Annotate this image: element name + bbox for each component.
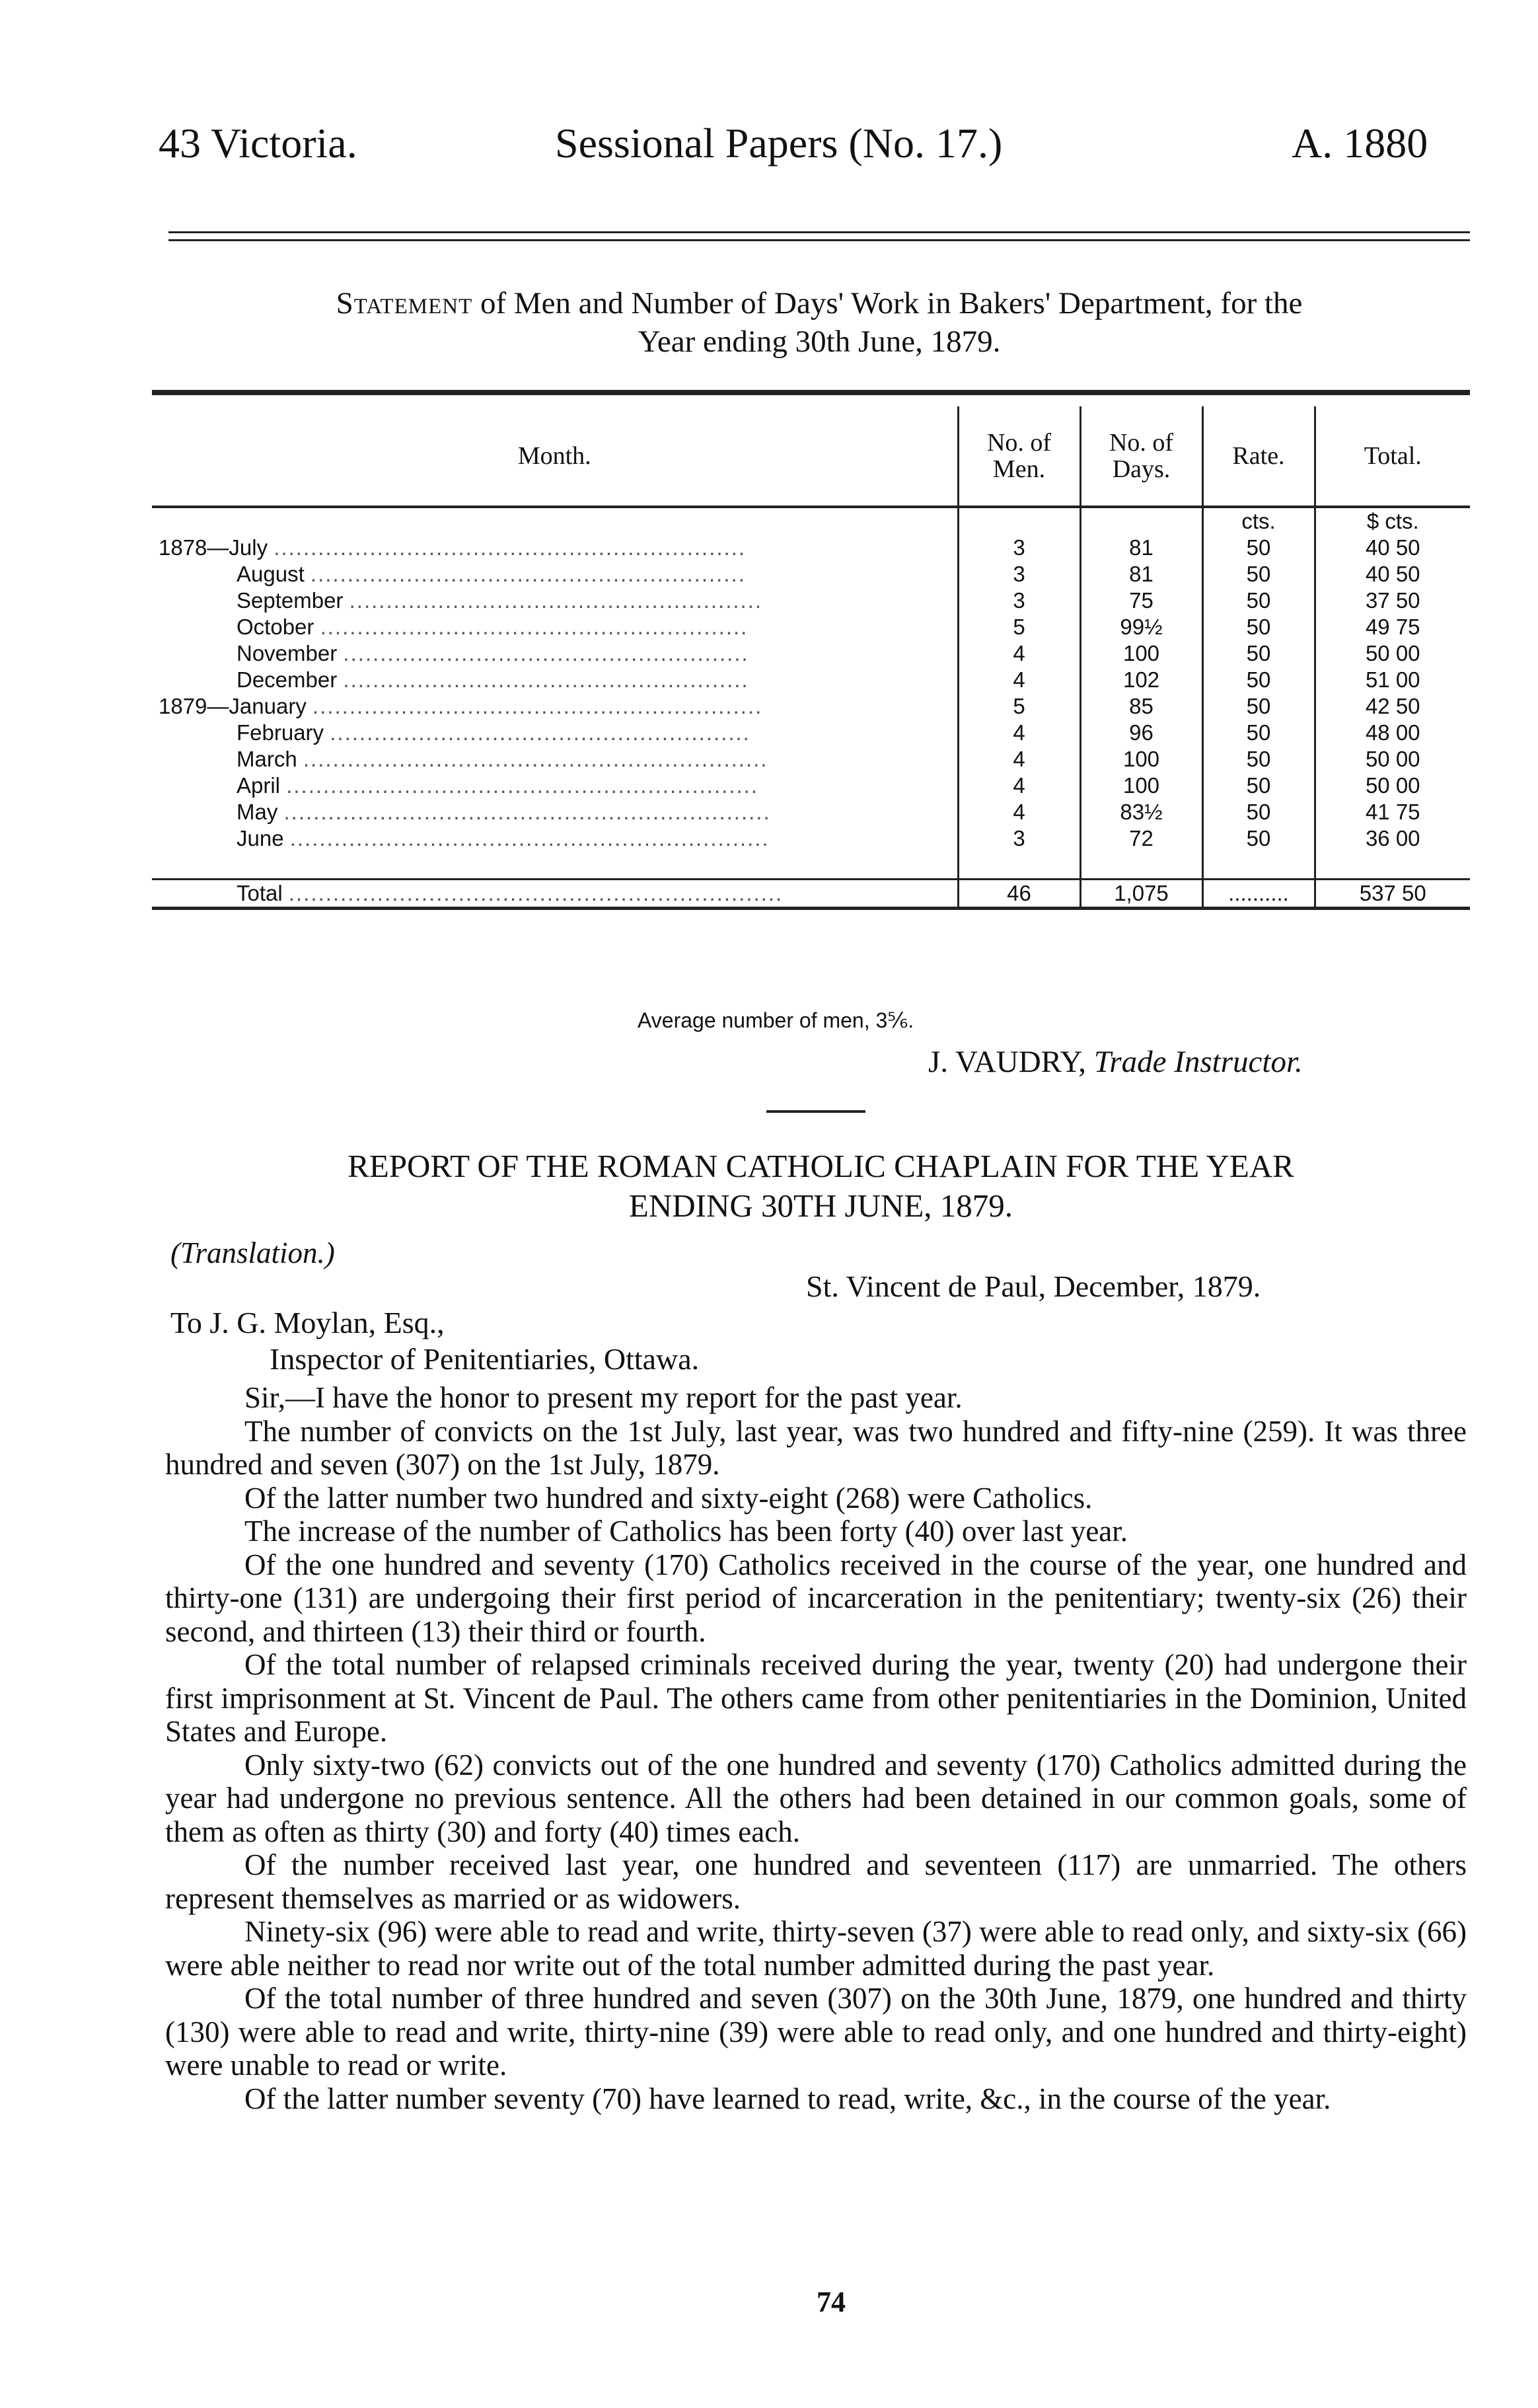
running-header (0, 119, 1538, 178)
row-days: 83½ (1080, 799, 1202, 825)
row-days: 85 (1080, 693, 1202, 720)
table-row (152, 746, 1470, 772)
row-total: 41 75 (1315, 799, 1470, 825)
row-rate: 50 (1202, 535, 1315, 561)
paragraph: The increase of the number of Catholics has been forty (40) over last year. (244, 1515, 1128, 1548)
row-days: 102 (1080, 667, 1202, 693)
row-total: 48 00 (1315, 720, 1470, 746)
row-month: February (237, 720, 324, 745)
row-men: 3 (958, 587, 1080, 614)
row-total: 36 00 (1315, 825, 1470, 852)
paragraph: Of the total number of three hundred and seven (307) on the 30th June, 1879, one hundred and thirty (130) were able to read and write, thirty-nine (39) were able to read only, and one hundred and thirty-eight) were unable to read or write. (165, 1982, 1467, 2082)
row-days: 100 (1080, 746, 1202, 772)
signature-name: J. VAUDRY, (928, 1045, 1087, 1079)
table-row (152, 693, 1470, 720)
total-rate: .......... (1202, 880, 1315, 909)
leader-dots: ........................................................ (349, 588, 763, 613)
row-men: 3 (958, 825, 1080, 852)
table-row (152, 587, 1470, 614)
row-total: 40 50 (1315, 561, 1470, 587)
row-month: January (229, 694, 307, 718)
table-row (152, 614, 1470, 640)
leader-dots: ........................................................... (310, 562, 746, 586)
row-rate: 50 (1202, 614, 1315, 640)
table-row (152, 825, 1470, 852)
row-men: 5 (958, 614, 1080, 640)
leader-dots: ................................................................... (288, 881, 784, 905)
row-month: June (237, 826, 284, 850)
page-number: 74 (817, 2286, 846, 2318)
leader-dots: ......................................................... (330, 720, 751, 745)
report-body (165, 1381, 1467, 2115)
row-total: 50 00 (1315, 746, 1470, 772)
statement-lead: Statement (336, 286, 473, 320)
addressee: To J. G. Moylan, Esq., (170, 1306, 445, 1339)
statement-line2: Year ending 30th June, 1879. (638, 324, 1001, 359)
row-days: 100 (1080, 772, 1202, 799)
row-total: 37 50 (1315, 587, 1470, 614)
paragraph: Of the latter number two hundred and sixty-eight (268) were Catholics. (244, 1481, 1093, 1515)
paragraph: The number of convicts on the 1st July, last year, was two hundred and fifty-nine (259). It was three hundred and seven (307) on the 1st July, 1879. (165, 1414, 1467, 1481)
leader-dots: .................................................................. (283, 800, 771, 824)
leader-dots: ................................................................ (274, 535, 747, 560)
paragraph: Of the one hundred and seventy (170) Catholics received in the course of the year, one hundred and thirty-one (131) are undergoing their first period of incarceration in the penitentiary; twenty-six (26) their second, and thirteen (13) their third or fourth. (165, 1548, 1467, 1648)
average-note: Average number of men, 3⅚. (638, 1008, 914, 1032)
row-total: 51 00 (1315, 667, 1470, 693)
row-men: 5 (958, 693, 1080, 720)
row-days: 72 (1080, 825, 1202, 852)
row-men: 4 (958, 772, 1080, 799)
total-days: 1,075 (1080, 880, 1202, 909)
header-title: Sessional Papers (No. 17.) (555, 120, 1003, 167)
place-date: St. Vincent de Paul, December, 1879. (806, 1269, 1261, 1303)
row-days: 75 (1080, 587, 1202, 614)
row-year: 1878— (159, 535, 229, 560)
table-header-row (152, 406, 1470, 507)
paragraph: Sir,—I have the honor to present my report for the past year. (244, 1381, 963, 1414)
leader-dots: .......................................................... (320, 615, 749, 639)
row-rate: 50 (1202, 667, 1315, 693)
report-title-line1: REPORT OF THE ROMAN CATHOLIC CHAPLAIN FOR THE YEAR (348, 1148, 1294, 1184)
leader-dots: ............................................................. (312, 694, 763, 718)
row-men: 4 (958, 799, 1080, 825)
row-men: 4 (958, 746, 1080, 772)
header-total: Total. (1315, 406, 1470, 507)
leader-dots: ................................................................ (286, 773, 758, 798)
row-men: 4 (958, 640, 1080, 667)
table-row (152, 535, 1470, 561)
row-month: September (237, 588, 344, 613)
translation-note: (Translation.) (170, 1236, 335, 1269)
header-volume: 43 Victoria. (159, 120, 357, 167)
header-men: No. of Men. (958, 406, 1080, 507)
row-month: May (237, 800, 278, 824)
row-month: March (237, 747, 297, 771)
row-days: 81 (1080, 535, 1202, 561)
row-men: 3 (958, 561, 1080, 587)
signature (928, 1044, 1303, 1080)
total-men: 46 (958, 880, 1080, 909)
paragraph: Only sixty-two (62) convicts out of the one hundred and seventy (170) Catholics admitted during the year had undergone no previous sentence. All the others had been detained in our common goals, some of them as often as thirty (30) and forty (40) times each. (165, 1748, 1467, 1848)
unit-rate: cts. (1202, 507, 1315, 535)
row-men: 3 (958, 535, 1080, 561)
paragraph: Of the number received last year, one hundred and seventeen (117) are unmarried. The others represent themselves as married or as widowers. (165, 1848, 1467, 1915)
row-month: July (229, 535, 268, 560)
row-month: October (237, 615, 314, 639)
leader-dots: ............................................................... (303, 747, 768, 771)
header-rate: Rate. (1202, 406, 1315, 507)
header-month: Month. (152, 406, 958, 507)
row-total: 49 75 (1315, 614, 1470, 640)
paragraph: Ninety-six (96) were able to read and write, thirty-seven (37) were able to read only, and sixty-six (66) were able neither to read nor write out of the total number admitted during the past year. (165, 1915, 1467, 1982)
row-total: 42 50 (1315, 693, 1470, 720)
leader-dots: ....................................................... (343, 641, 749, 665)
table-row (152, 667, 1470, 693)
row-men: 4 (958, 720, 1080, 746)
table-row (152, 799, 1470, 825)
addressee-title: Inspector of Penitentiaries, Ottawa. (270, 1342, 700, 1376)
signature-title: Trade Instructor. (1093, 1045, 1303, 1079)
row-rate: 50 (1202, 746, 1315, 772)
row-days: 99½ (1080, 614, 1202, 640)
row-month: August (237, 562, 305, 586)
total-label: Total (237, 881, 283, 905)
statement-text: of Men and Number of Days' Work in Bakers' Department, for the (472, 286, 1303, 320)
row-rate: 50 (1202, 799, 1315, 825)
row-rate: 50 (1202, 772, 1315, 799)
total-total: 537 50 (1315, 880, 1470, 909)
table-row (152, 720, 1470, 746)
row-men: 4 (958, 667, 1080, 693)
row-total: 50 00 (1315, 772, 1470, 799)
row-total: 40 50 (1315, 535, 1470, 561)
table-top-rule (152, 390, 1470, 395)
row-rate: 50 (1202, 825, 1315, 852)
row-month: April (237, 773, 281, 798)
table-total-row (152, 880, 1470, 909)
row-rate: 50 (1202, 693, 1315, 720)
row-rate: 50 (1202, 720, 1315, 746)
header-rule-bottom (168, 239, 1470, 241)
leader-dots: ................................................................. (289, 826, 770, 850)
row-year: 1879— (159, 694, 229, 718)
leader-dots: ....................................................... (343, 667, 749, 692)
header-rule-top (168, 231, 1470, 233)
paragraph: Of the latter number seventy (70) have learned to read, write, &c., in the course of the year. (244, 2082, 1331, 2115)
row-total: 50 00 (1315, 640, 1470, 667)
bakers-table (152, 406, 1470, 910)
statement-title (178, 284, 1460, 361)
row-month: December (237, 667, 338, 692)
row-rate: 50 (1202, 561, 1315, 587)
report-title (168, 1147, 1473, 1226)
header-days: No. of Days. (1080, 406, 1202, 507)
table-row (152, 772, 1470, 799)
row-days: 100 (1080, 640, 1202, 667)
table-row (152, 640, 1470, 667)
unit-total: $ cts. (1315, 507, 1470, 535)
header-year: A. 1880 (1292, 120, 1428, 167)
row-rate: 50 (1202, 640, 1315, 667)
row-days: 81 (1080, 561, 1202, 587)
row-month: November (237, 641, 338, 665)
units-row (152, 507, 1470, 535)
row-days: 96 (1080, 720, 1202, 746)
table-row (152, 561, 1470, 587)
section-divider (766, 1110, 865, 1113)
paragraph: Of the total number of relapsed criminals received during the year, twenty (20) had undergone their first imprisonment at St. Vincent de Paul. The others came from other penitentiaries in the Dominion, United States and Europe. (165, 1648, 1467, 1748)
report-title-line2: ENDING 30TH JUNE, 1879. (628, 1187, 1013, 1224)
row-rate: 50 (1202, 587, 1315, 614)
